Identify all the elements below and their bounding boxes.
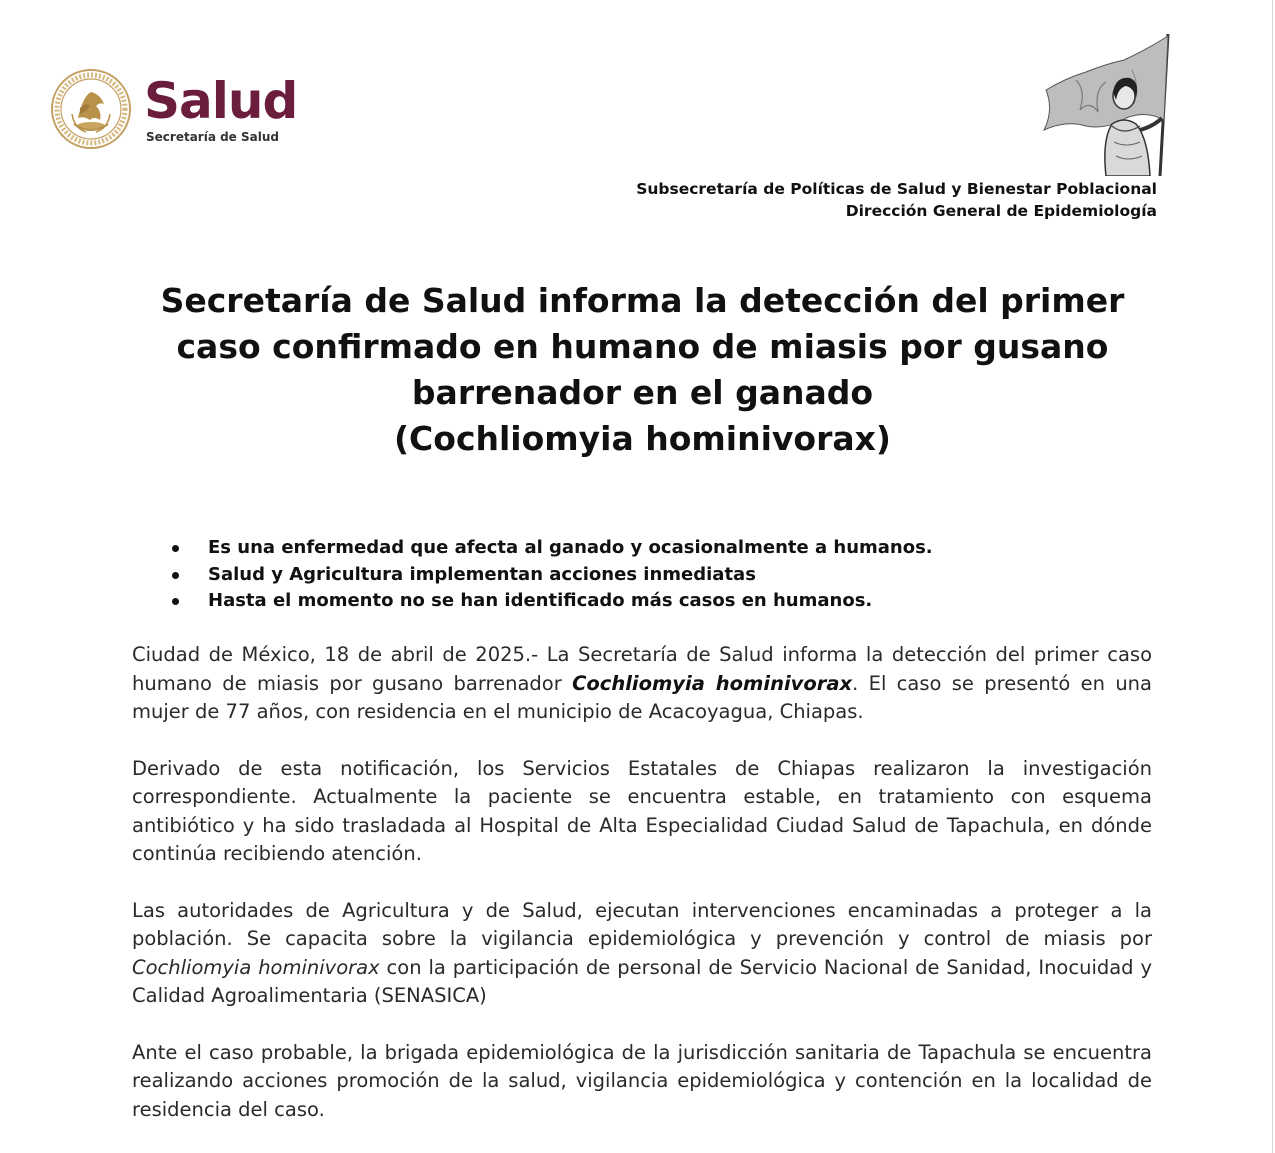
brand-name: Salud xyxy=(144,72,298,130)
salud-logo xyxy=(50,68,297,150)
title-line-3: barrenador en el ganado xyxy=(411,373,874,412)
list-item xyxy=(170,535,933,562)
species-name: Cochliomyia hominivorax xyxy=(572,671,853,695)
institution-heading xyxy=(636,178,1157,222)
direccion-line: Dirección General de Epidemiología xyxy=(845,202,1157,220)
list-item xyxy=(170,588,933,615)
title-line-1: Secretaría de Salud informa la detección del primer xyxy=(160,281,1125,320)
bullet-text: Es una enfermedad que afecta al ganado y ocasionalmente a humanos. xyxy=(208,537,933,558)
title-line-2: caso confirmado en humano de miasis por gusano xyxy=(176,327,1109,366)
paragraph-authorities xyxy=(132,897,1152,1011)
press-release-body xyxy=(132,641,1152,1152)
brand-subtitle: Secretaría de Salud xyxy=(146,130,279,144)
paragraph-announcement xyxy=(132,641,1152,727)
bullet-icon xyxy=(172,545,179,552)
mexico-seal-icon xyxy=(50,68,132,150)
title-line-4: (Cochliomyia hominivorax) xyxy=(393,419,892,458)
paragraph-brigade: Ante el caso probable, la brigada epidemiológica de la jurisdicción sanitaria de Tapachula se encuentra realizando acciones promoción de la salud, vigilancia epidemiológica y contención en la localidad de residencia del caso. xyxy=(132,1040,1152,1121)
page-edge-line xyxy=(1272,0,1273,1153)
list-item xyxy=(170,562,933,589)
paragraph-text: Ciudad de México, 18 de abril de 2025.- La Secretaría de Salud informa la detección del primer caso humano de miasis por gusano barrenador xyxy=(132,643,1152,695)
subsecretaria-line: Subsecretaría de Políticas de Salud y Bienestar Poblacional xyxy=(636,180,1157,198)
bullet-icon xyxy=(172,572,179,579)
paragraph-text: con la participación de personal de Servicio Nacional de Sanidad, Inocuidad y Calidad Agroalimentaria (SENASICA) xyxy=(132,955,1153,1007)
bullet-text: Salud y Agricultura implementan acciones inmediatas xyxy=(208,563,756,585)
key-points-list xyxy=(170,535,933,615)
paragraph-investigation: Derivado de esta notificación, los Servicios Estatales de Chiapas realizaron la investigación correspondiente. Actualmente la paciente se encuentra estable, en tratamiento con esquema antibiótico y ha sido trasladada al Hospital de Alta Especialidad Ciudad Salud de Tapachula, en dónde continúa recibiendo atención. xyxy=(132,756,1152,865)
species-name: Cochliomyia hominivorax xyxy=(132,955,380,979)
paragraph-text: Las autoridades de Agricultura y de Salud, ejecutan intervenciones encaminadas a proteger a la población. Se capacita sobre la vigilancia epidemiológica y prevención y control de miasis por xyxy=(132,898,1152,950)
bullet-icon xyxy=(172,598,179,605)
woman-with-flag-icon xyxy=(1036,30,1178,176)
paragraph-text: . El caso se presentó en una mujer de 77 años, con residencia en el municipio de Acacoyagua, Chiapas. xyxy=(132,671,1152,723)
bullet-text: Hasta el momento no se han identificado más casos en humanos. xyxy=(208,590,873,611)
press-release-title xyxy=(100,278,1185,462)
